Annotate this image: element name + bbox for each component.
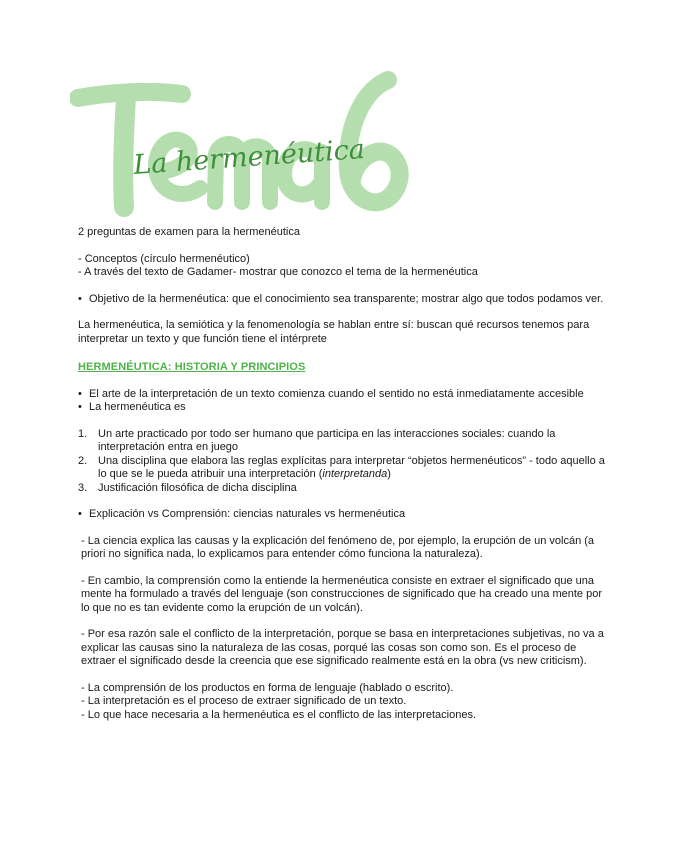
intro-dash-1: - Conceptos (círculo hermenéutico)	[78, 252, 250, 265]
bullet-mark: •	[78, 292, 82, 305]
paragraph-2: - En cambio, la comprensión como la entiende la hermenéutica consiste en extraer el significado que una mente ha formulado a través del lenguaje (son construcciones de significado que ha creado una mente por lo que no es tan evidente como la erupción de un volcán).	[81, 574, 602, 614]
section-heading: HERMENÉUTICA: HISTORIA Y PRINCIPIOS	[78, 361, 306, 373]
intro-paragraph: La hermenéutica, la semiótica y la fenomenología se hablan entre sí: buscan qué recursos tenemos para interpretar un texto y que función tiene el intérprete	[78, 319, 590, 345]
bullet-1: • El arte de la interpretación de un texto comienza cuando el sentido no está inmediatamente accesible	[78, 387, 584, 400]
title-artwork	[70, 62, 430, 222]
paragraph-3: - Por esa razón sale el conflicto de la interpretación, porque se basa en interpretaciones subjetivas, no va a explicar las causas sino la naturaleza de las cosas, porqué las cosas son como son. Es el proceso de extraer el significado desde la creencia que ese significado realmente está en la obra (vs new criticism).	[81, 628, 604, 667]
bullet-3: • Explicación vs Comprensión: ciencias naturales vs hermenéutica	[78, 508, 406, 520]
document-body	[78, 226, 608, 722]
list-line-3: - Lo que hace necesaria a la hermenéutica es el conflicto de las interpretaciones.	[81, 708, 477, 721]
script-title: La hermenéutica	[132, 133, 366, 181]
intro-line: 2 preguntas de examen para la hermenéutica	[78, 226, 300, 238]
bullet-mark: •	[78, 387, 82, 400]
numbered-item-2: 2. Una disciplina que elabora las reglas explícitas para interpretar “objetos hermenéuticos” - todo aquello a lo que se le pueda atribuir una interpretación (interpretanda)	[78, 454, 605, 480]
paragraph-1: - La ciencia explica las causas y la explicación del fenómeno de, por ejemplo, la erupción de un volcán (a priori no significa nada, lo explicamos para entender cómo funciona la naturaleza).	[81, 534, 595, 560]
list-line-1: - La comprensión de los productos en forma de lenguaje (hablado o escrito).	[81, 681, 454, 694]
intro-dash-2: - A través del texto de Gadamer- mostrar que conozco el tema de la hermenéutica	[78, 266, 478, 278]
numbered-item-3: 3. Justificación filosófica de dicha disciplina	[78, 481, 297, 494]
numbered-item-1: 1. Un arte practicado por todo ser humano que participa en las interacciones sociales: cuando la interpretación entra en juego	[78, 427, 556, 453]
bullet-objective: • Objetivo de la hermenéutica: que el conocimiento sea transparente; mostrar algo que todos podamos ver.	[78, 292, 604, 305]
bullet-2: • La hermenéutica es	[78, 401, 186, 413]
title-art-svg	[70, 62, 430, 222]
bullet-mark: •	[78, 508, 82, 520]
list-line-2: - La interpretación es el proceso de extraer significado de un texto.	[81, 695, 407, 707]
bullet-mark: •	[78, 401, 82, 413]
